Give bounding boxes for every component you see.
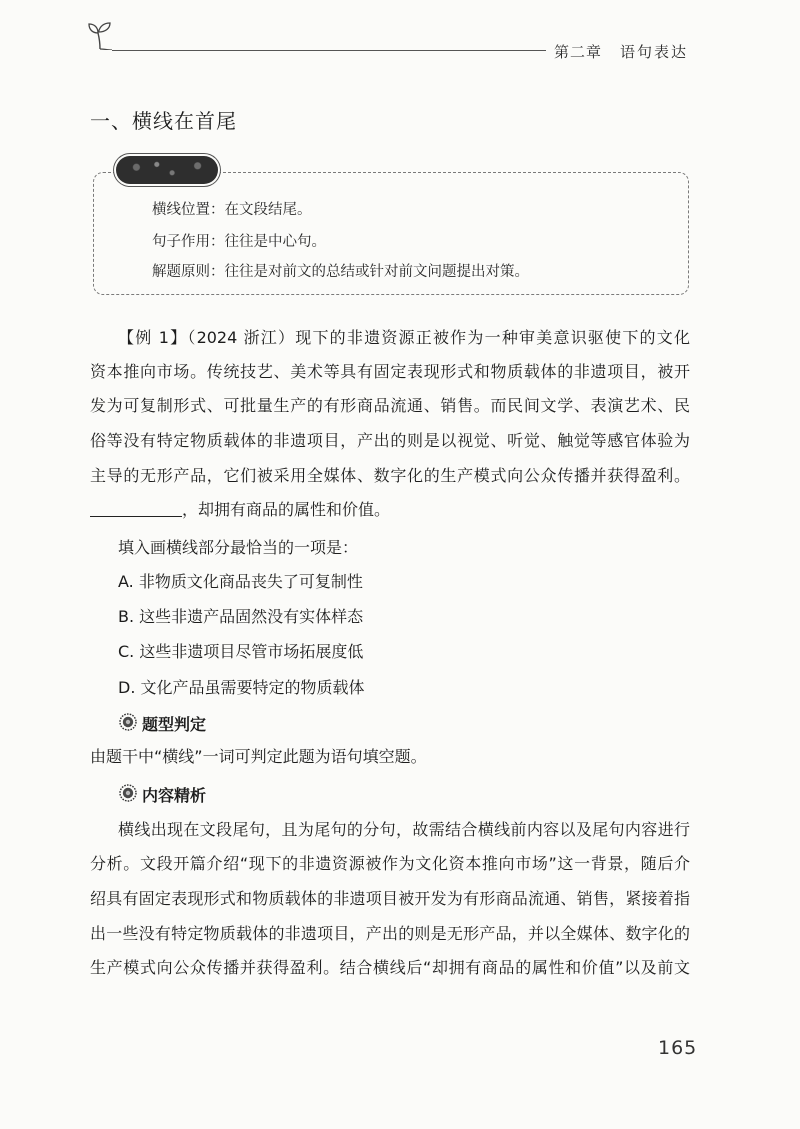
fill-in-blank bbox=[90, 500, 182, 517]
type-section-text: 由题干中“横线”一词可判定此题为语句填空题。 bbox=[90, 747, 427, 766]
analysis-line: 绍具有固定表现形式和物质载体的非遗项目被开发为有形商品流通、销售，紧接着指 bbox=[90, 889, 690, 908]
rosette-icon bbox=[119, 784, 137, 802]
chapter-number: 第二章 bbox=[554, 43, 603, 61]
tip-line-position: 横线位置：在文段结尾。 bbox=[152, 202, 312, 218]
example-line: 资本推向市场。传统技艺、美术等具有固定表现形式和物质载体的非遗项目，被开 bbox=[90, 362, 690, 381]
example-blank-line bbox=[90, 500, 390, 520]
example-line: 发为可复制形式、可批量生产的有形商品流通、销售。而民间文学、表演艺术、民 bbox=[90, 396, 690, 415]
analysis-section-title: 内容精析 bbox=[142, 786, 207, 805]
analysis-line: 生产模式向公众传播并获得盈利。结合横线后“却拥有商品的属性和价值”以及前文 bbox=[90, 958, 690, 977]
option-d: D. 文化产品虽需要特定的物质载体 bbox=[118, 678, 365, 697]
section-heading: 一、横线在首尾 bbox=[90, 109, 237, 133]
analysis-line: 分析。文段开篇介绍“现下的非遗资源被作为文化资本推向市场”这一背景，随后介 bbox=[90, 854, 690, 873]
example-line: 【例 1】（2024 浙江）现下的非遗资源正被作为一种审美意识驱使下的文化 bbox=[118, 328, 690, 347]
analysis-line: 出一些没有特定物质载体的非遗项目，产出的则是无形产品，并以全媒体、数字化的 bbox=[90, 924, 690, 943]
example-line: 主导的无形产品，它们被采用全媒体、数字化的生产模式向公众传播并获得盈利。 bbox=[90, 466, 690, 485]
chapter-title: 语句表达 bbox=[620, 43, 689, 61]
type-section-title: 题型判定 bbox=[142, 715, 207, 734]
blank-suffix: ，却拥有商品的属性和价值。 bbox=[182, 500, 391, 519]
header-rule bbox=[112, 50, 546, 51]
option-b: B. 这些非遗产品固然没有实体样态 bbox=[118, 607, 364, 626]
sprout-icon bbox=[86, 20, 114, 50]
option-c: C. 这些非遗项目尽管市场拓展度低 bbox=[118, 642, 364, 661]
tip-line-function: 句子作用：往往是中心句。 bbox=[152, 234, 326, 250]
option-a: A. 非物质文化商品丧失了可复制性 bbox=[118, 572, 363, 591]
tip-line-principle: 解题原则：往往是对前文的总结或针对前文问题提出对策。 bbox=[152, 264, 529, 280]
question-prompt: 填入画横线部分最恰当的一项是： bbox=[118, 538, 359, 557]
page-number: 165 bbox=[658, 1037, 698, 1059]
analysis-line: 横线出现在文段尾句，且为尾句的分句，故需结合横线前内容以及尾句内容进行 bbox=[118, 820, 690, 839]
example-line: 俗等没有特定物质载体的非遗项目，产出的则是以视觉、听觉、触觉等感官体验为 bbox=[90, 431, 690, 450]
rosette-icon bbox=[119, 713, 137, 731]
tip-badge bbox=[116, 156, 218, 184]
